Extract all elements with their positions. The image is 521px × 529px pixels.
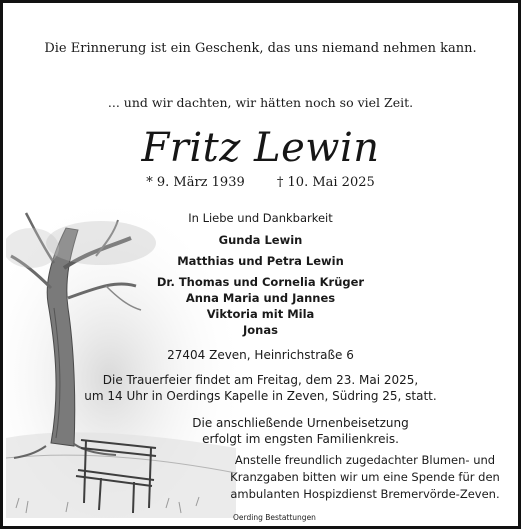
memorial-quote-2: ... und wir dachten, wir hätten noch so viel Zeit.: [107, 95, 414, 110]
family-member: Viktoria mit Mila: [206, 307, 315, 321]
donation-line: ambulanten Hospizdienst Bremervörde-Zeven.: [230, 487, 500, 501]
deceased-name: Fritz Lewin: [141, 125, 380, 171]
death-date: † 10. Mai 2025: [276, 175, 375, 190]
memorial-quote: Die Erinnerung ist ein Geschenk, das uns niemand nehmen kann.: [44, 41, 477, 56]
burial-info-line: erfolgt im engsten Familienkreis.: [202, 432, 399, 446]
birth-date: * 9. März 1939: [146, 175, 245, 190]
donation-line: Kranzgaben bitten wir um eine Spende für den: [230, 470, 500, 484]
funeral-home-credit: Oerding Bestattungen: [233, 513, 316, 522]
donation-line: Anstelle freundlich zugedachter Blumen- und: [234, 453, 496, 467]
intro-line: In Liebe und Dankbarkeit: [188, 211, 333, 225]
family-member: Matthias und Petra Lewin: [177, 254, 344, 268]
family-member: Jonas: [243, 323, 278, 337]
life-dates: [3, 175, 518, 190]
family-member: Gunda Lewin: [218, 233, 303, 247]
family-member: Dr. Thomas und Cornelia Krüger: [156, 275, 365, 289]
funeral-info-line: um 14 Uhr in Oerdings Kapelle in Zeven, Südring 25, statt.: [84, 389, 437, 403]
burial-info-line: Die anschließende Urnenbeisetzung: [192, 416, 409, 430]
donation-request: [220, 452, 510, 503]
funeral-info-line: Die Trauerfeier findet am Freitag, dem 23. Mai 2025,: [102, 373, 419, 387]
address: 27404 Zeven, Heinrichstraße 6: [167, 348, 354, 362]
family-member: Anna Maria und Jannes: [185, 291, 336, 305]
